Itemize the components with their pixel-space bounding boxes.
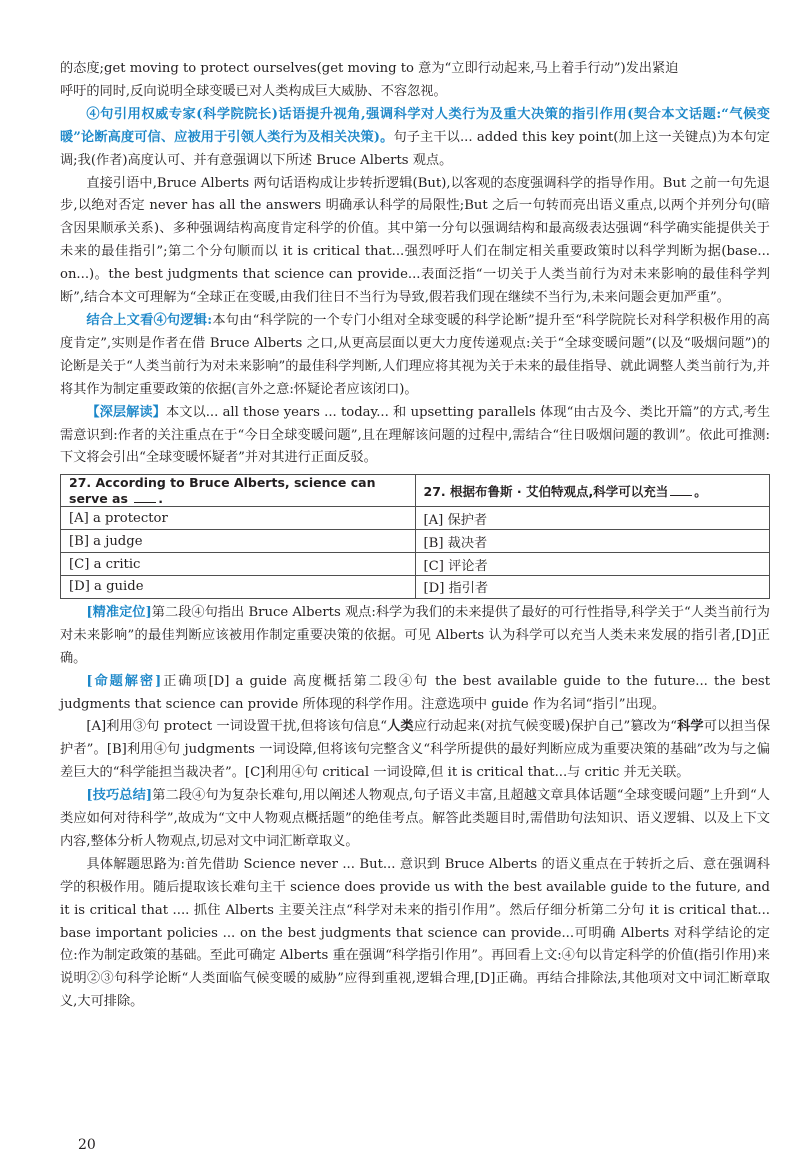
- paragraph-4: [60, 310, 770, 402]
- text-line: 的态度;get moving to protect ourselves(get moving to 意为“立即行动起来,马上着手行动”)发出紧迫: [60, 61, 679, 76]
- section-label: [精准定位]: [86, 604, 152, 620]
- option-zh: [B] 裁决者: [415, 530, 770, 553]
- analysis-decode: [60, 671, 770, 717]
- analysis-distractors: [A]利用③句 protect 一词设置干扰,但将该句信息“人类应行动起来(对抗气候变暖)保护自己”篡改为“科学可以担当保护者”。[B]利用④句 judgments 一词设障,但将该句完整含义“科学所提供的最好判断应成为重要决策的基础”改为与之偏差巨大的“科学能担当裁决者”。[C]利用④句 critical 一词设障,但 it is critical that...与 critic 并无关联。: [60, 719, 771, 781]
- paragraph-text: 本文以... all those years ... today... 和 upsetting parallels 体现“由古及今、类比开篇”的方式,考生需意识到:作者的关注重点在于“今日全球变暖问题”,且在理解该问题的过程中,需结合“往日吸烟问题的教训”。依此可推测:下文将会引出“全球变暖怀疑者”并对其进行正面反驳。: [60, 404, 771, 466]
- paragraph-text: 正确项[D] a guide 高度概括第二段④句 the best available guide to the future... the best judgments that science can provide 所体现的科学作用。注意选项中 guide 作为名词“指引”出现。: [60, 673, 770, 712]
- option-en: [D] a guide: [61, 575, 416, 598]
- paragraph-1: [60, 58, 770, 104]
- question-stem-en: 27. According to Bruce Alberts, science can serve as .: [61, 475, 416, 507]
- paragraph-text: 第二段④句为复杂长难句,用以阐述人物观点,句子语义丰富,且超越文章具体话题“全球变暖问题”上升到“人类应如何对待科学”,故成为“文中人物观点概括题”的绝佳考点。解答此类题目时,需借助句法知识、语义逻辑、以及上下文内容,整体分析人物观点,切忌对文中词汇断章取义。: [60, 788, 770, 849]
- question-stem-zh: 27. 根据布鲁斯 · 艾伯特观点,科学可以充当 。: [415, 475, 770, 507]
- paragraph-2: [60, 104, 770, 173]
- option-en: [A] a protector: [61, 507, 416, 530]
- section-label: 结合上文看④句逻辑:: [86, 312, 213, 328]
- option-zh: [D] 指引者: [415, 575, 770, 598]
- option-row: [61, 530, 770, 553]
- option-row: [61, 507, 770, 530]
- analysis-tips: [60, 785, 770, 854]
- question-table: [60, 474, 770, 599]
- analysis-steps: 具体解题思路为:首先借助 Science never ... But... 意识到 Bruce Alberts 的语义重点在于转折之后、意在强调科学的积极作用。随后提取该长难句主干 science does provide us with the best available guide to the future, and it is critical that .... 抓住 Alberts 主要关注点“科学对未来的指引作用”。然后仔细分析第二分句 it is critical that... base important policies ... on the best judgments that science can provide...可明确 Alberts 对科学结论的定位:作为制定政策的基础。至此可确定 Alberts 重在强调“科学指引作用”。再回看上文:④句以肯定科学的价值(指引作用)来说明②③句科学论断“人类面临气候变暖的威胁”应得到重视,逻辑合理,[D]正确。再结合排除法,其他项对文中词汇断章取义,大可排除。: [60, 856, 770, 1010]
- option-row: [61, 553, 770, 576]
- option-zh: [A] 保护者: [415, 507, 770, 530]
- paragraph-text: 第二段④句指出 Bruce Alberts 观点:科学为我们的未来提供了最好的可行性指导,科学关于“人类当前行为对未来影响”的最佳判断应该被用作制定重要决策的依据。可见 Alberts 认为科学可以充当人类未来发展的指引者,[D]正确。: [60, 604, 770, 666]
- option-en: [C] a critic: [61, 553, 416, 576]
- section-label: [技巧总结]: [86, 788, 153, 804]
- paragraph-5: [60, 402, 770, 471]
- answer-blank: [670, 483, 692, 496]
- analysis-location: [60, 602, 770, 671]
- option-en: [B] a judge: [61, 530, 416, 553]
- paragraph-text: 句子主干以... added this key point(加上这一关键点)为本句定调;我(作者)高度认可、并有意强调以下所述 Bruce Alberts 观点。: [60, 129, 770, 168]
- page-content: [60, 58, 770, 1014]
- option-row: [61, 575, 770, 598]
- text-line: 呼吁的同时,反向说明全球变暖已对人类构成巨大威胁、不容忽视。: [60, 83, 447, 99]
- paragraph-text: 本句由“科学院的一个专门小组对全球变暖的科学论断”提升至“科学院院长对科学积极作用的高度肯定”,实则是作者在借 Bruce Alberts 之口,从更高层面以更大力度传递观点:关于“全球变暖问题”(以及“吸烟问题”)的论断是关于“人类当前行为对未来影响”的最佳科学判断,人们理应将其视为关于未来的最佳指导、就此调整人类当前行为,并将其作为制定重要政策的依据(言外之意:怀疑论者应该闭口)。: [60, 312, 770, 397]
- page-number: 20: [78, 1137, 96, 1153]
- section-label: 【深层解读】: [86, 404, 166, 420]
- paragraph-3: 直接引语中,Bruce Alberts 两句话语构成让步转折逻辑(But),以客观的态度强调科学的指导作用。But 之前一句先退步,以绝对否定 never has all the answers 明确承认科学的局限性;But 之后一句转而亮出语义重点,以两个并列分句(暗含因果顺承关系)、多种强调结构高度肯定科学的价值。其中第一分句以强调结构和最高级表达强调“科学确实能提供关于未来的最佳指引”;第二个分句顺而以 it is critical that...强烈呼吁人们在制定相关重要政策时以科学判断为据(base... on...)。the best judgments that science can provide...表面泛指“一切关于人类当前行为对未来影响的最佳科学判断”,结合本文可理解为“全球正在变暖,由我们往日不当行为导致,假若我们现在继续不当行为,未来问题会更加严重”。: [60, 175, 770, 306]
- section-label: [命题解密]: [86, 673, 162, 689]
- option-zh: [C] 评论者: [415, 553, 770, 576]
- answer-blank: [134, 490, 156, 503]
- highlight-sentence: ④句引用权威专家(科学院院长)话语提升视角,强调科学对人类行为及重大决策的指引作用(契合本文话题:“气候变暖”论断高度可信、应被用于引领人类行为及相关决策)。: [60, 106, 770, 145]
- question-stem-row: [61, 475, 770, 507]
